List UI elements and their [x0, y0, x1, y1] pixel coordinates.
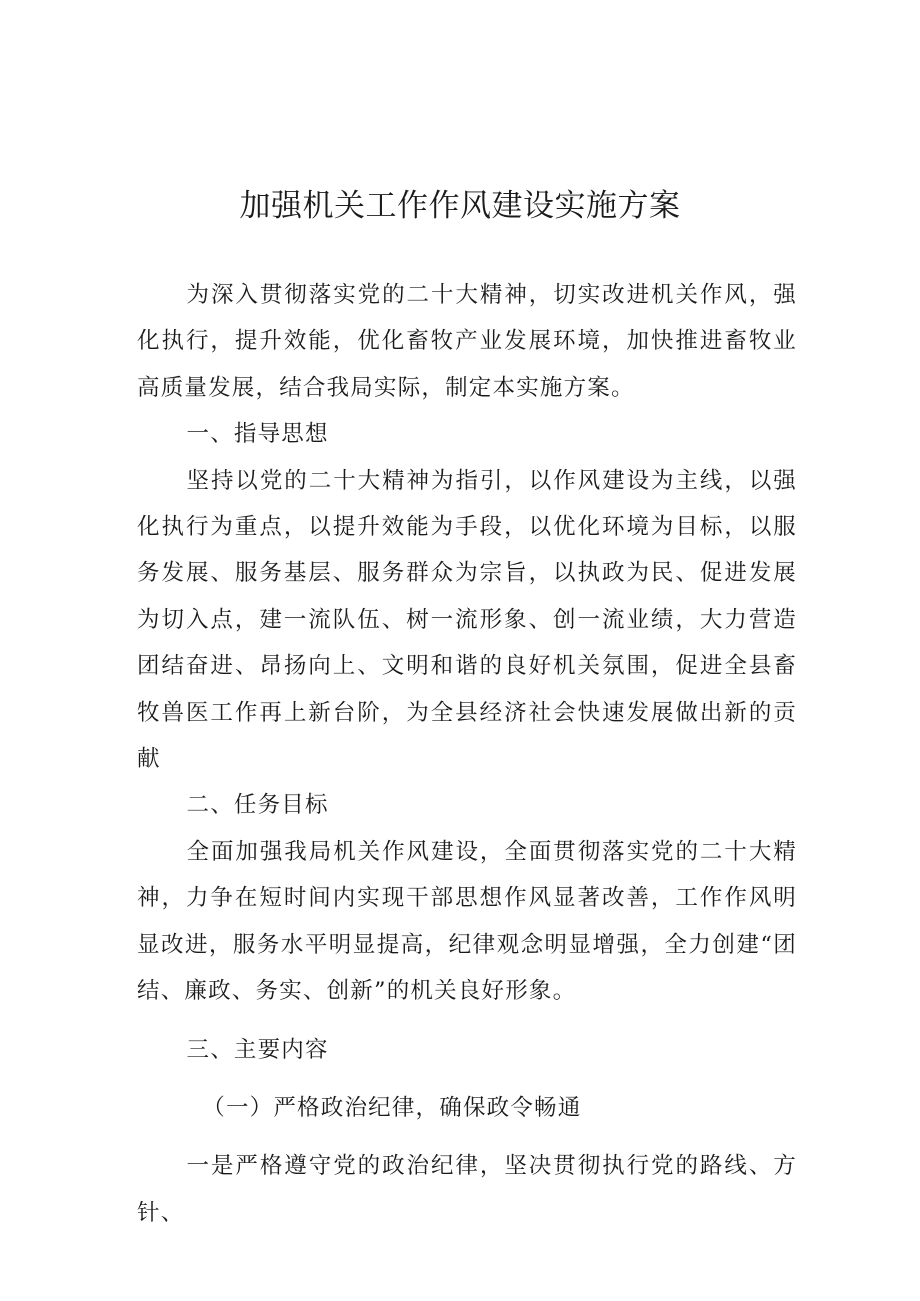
subsection-heading-political-discipline: （一）严格政治纪律，确保政令畅通 [202, 1094, 582, 1121]
section-heading-guiding-ideology: 一、指导思想 [186, 421, 329, 448]
section-body-task-goals: 全面加强我局机关作风建设，全面贯彻落实党的二十大精神，力争在短时间内实现干部思想作风显著改善，工作作风明显改进，服务水平明显提高，纪律观念明显增强，全力创建“团结、廉政、务实、创新”的机关良好形象。 [137, 838, 797, 1005]
intro-paragraph: 为深入贯彻落实党的二十大精神，切实改进机关作风，强化执行，提升效能，优化畜牧产业发展环境，加快推进畜牧业高质量发展，结合我局实际，制定本实施方案。 [137, 282, 797, 401]
document-body [137, 272, 797, 1236]
section-body-guiding-ideology: 坚持以党的二十大精神为指引，以作风建设为主线，以强化执行为重点，以提升效能为手段，以优化环境为目标，以服务发展、服务基层、服务群众为宗旨，以执政为民、促进发展为切入点，建一流队伍、树一流形象、创一流业绩，大力营造团结奋进、昂扬向上、文明和谐的良好机关氛围，促进全县畜牧兽医工作再上新台阶，为全县经济社会快速发展做出新的贡献 [137, 467, 797, 773]
document-title: 加强机关工作作风建设实施方案 [239, 188, 681, 224]
subsection-body-political-discipline: 一是严格遵守党的政治纪律，坚决贯彻执行党的路线、方针、 [137, 1153, 797, 1226]
section-heading-main-content: 三、主要内容 [186, 1036, 329, 1063]
section-heading-task-goals: 二、任务目标 [186, 792, 329, 819]
